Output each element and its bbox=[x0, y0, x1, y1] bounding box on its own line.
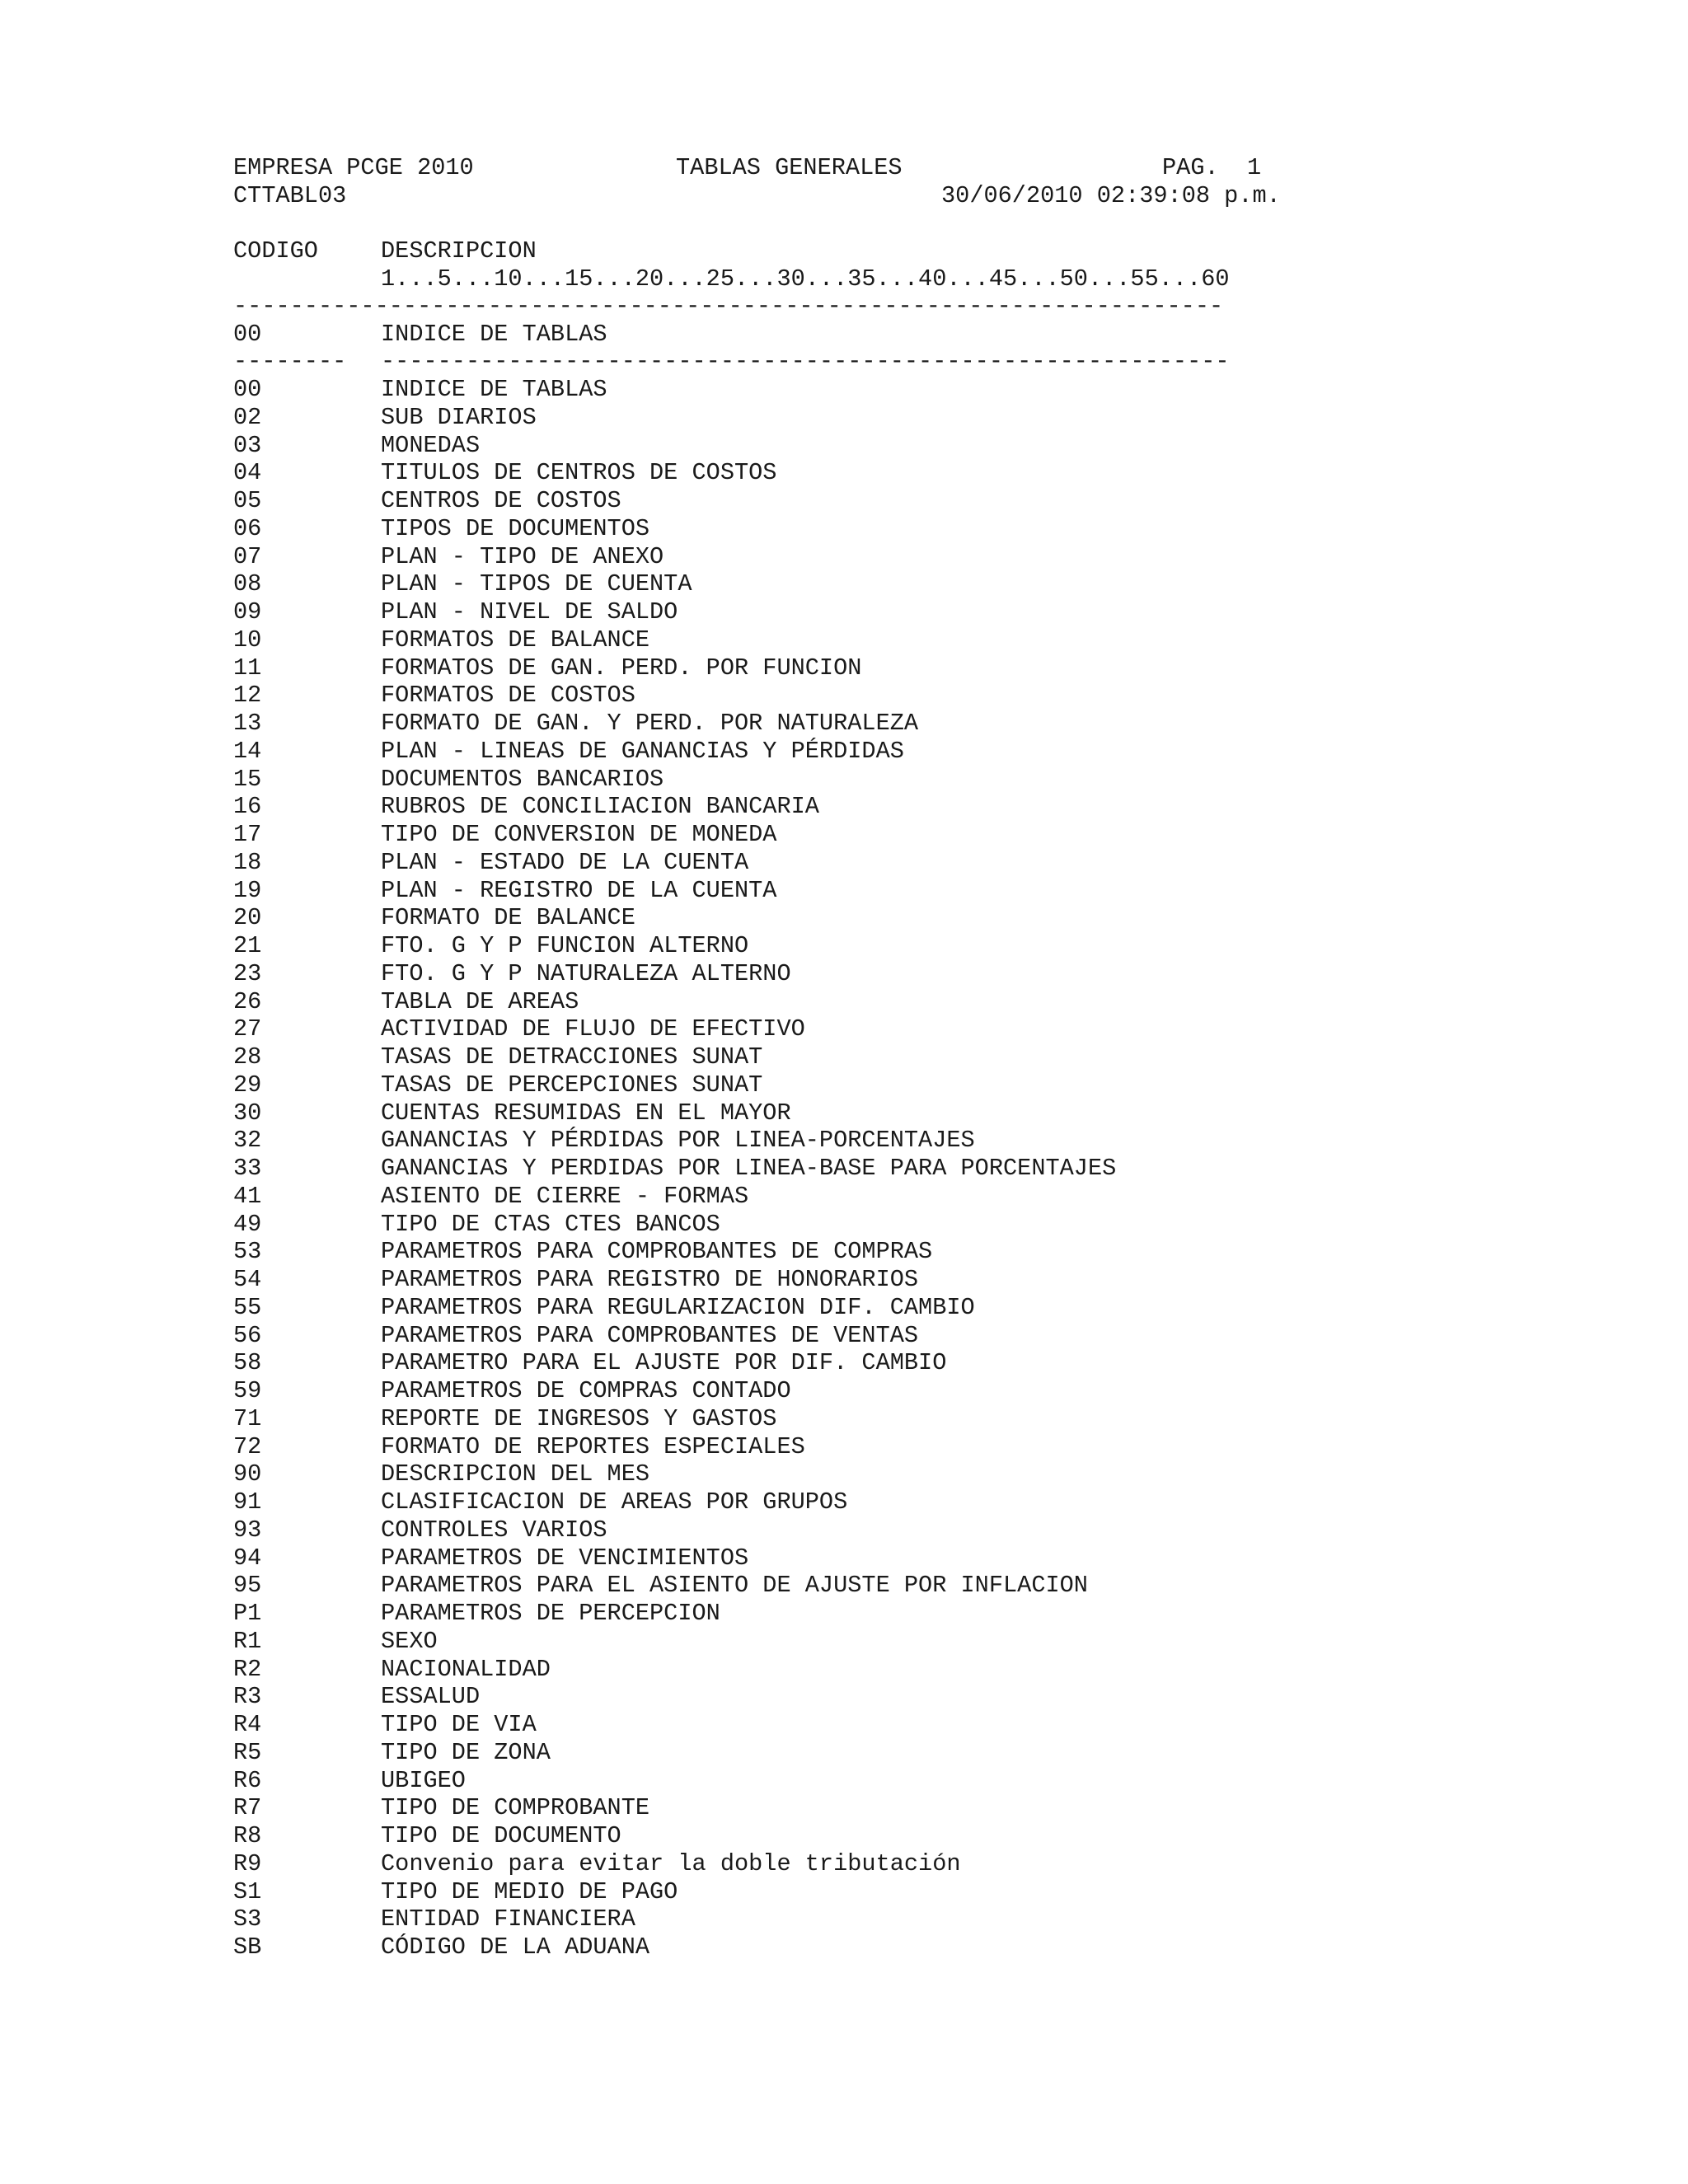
row-description: TIPO DE MEDIO DE PAGO bbox=[381, 1877, 678, 1905]
table-row bbox=[0, 1767, 1688, 1795]
row-description: PLAN - REGISTRO DE LA CUENTA bbox=[381, 876, 777, 904]
row-description: CONTROLES VARIOS bbox=[381, 1516, 607, 1544]
row-code: 41 bbox=[233, 1182, 262, 1210]
row-code: 27 bbox=[233, 1015, 262, 1043]
row-description: PLAN - ESTADO DE LA CUENTA bbox=[381, 848, 749, 876]
table-row bbox=[0, 1099, 1688, 1127]
row-description: GANANCIAS Y PÉRDIDAS POR LINEA-PORCENTAJES bbox=[381, 1127, 975, 1155]
row-code: 12 bbox=[233, 682, 262, 710]
row-code: 17 bbox=[233, 821, 262, 848]
column-header-code: CODIGO bbox=[233, 237, 318, 265]
row-code: R7 bbox=[233, 1794, 262, 1822]
table-row bbox=[0, 459, 1688, 487]
table-row bbox=[0, 1878, 1688, 1906]
row-description: ASIENTO DE CIERRE - FORMAS bbox=[381, 1182, 749, 1210]
row-code: 33 bbox=[233, 1155, 262, 1182]
table-row bbox=[0, 960, 1688, 988]
row-description: NACIONALIDAD bbox=[381, 1655, 551, 1683]
row-description: RUBROS DE CONCILIACION BANCARIA bbox=[381, 793, 819, 821]
row-description: ESSALUD bbox=[381, 1683, 481, 1711]
row-code: 08 bbox=[233, 570, 262, 598]
row-description: ACTIVIDAD DE FLUJO DE EFECTIVO bbox=[381, 1015, 805, 1043]
row-description: TIPO DE ZONA bbox=[381, 1738, 551, 1766]
column-ruler: 1...5...10...15...20...25...30...35...40...45...50...55...60 bbox=[381, 265, 1230, 293]
table-row bbox=[0, 793, 1688, 821]
row-code: 30 bbox=[233, 1099, 262, 1127]
row-code: 02 bbox=[233, 403, 262, 431]
row-code: 20 bbox=[233, 904, 262, 932]
row-description: PARAMETRO PARA EL AJUSTE POR DIF. CAMBIO bbox=[381, 1349, 947, 1377]
row-code: 19 bbox=[233, 876, 262, 904]
row-description: REPORTE DE INGRESOS Y GASTOS bbox=[381, 1404, 777, 1432]
table-row bbox=[0, 1516, 1688, 1544]
table-row bbox=[0, 570, 1688, 598]
table-row bbox=[0, 1266, 1688, 1294]
row-description: PARAMETROS DE PERCEPCION bbox=[381, 1600, 720, 1627]
row-description: ENTIDAD FINANCIERA bbox=[381, 1905, 635, 1933]
row-description: PARAMETROS PARA REGISTRO DE HONORARIOS bbox=[381, 1266, 919, 1293]
row-description: TABLA DE AREAS bbox=[381, 987, 579, 1015]
row-code: 05 bbox=[233, 487, 262, 514]
row-description: SEXO bbox=[381, 1627, 438, 1655]
row-code: 72 bbox=[233, 1432, 262, 1460]
row-code: R8 bbox=[233, 1822, 262, 1849]
row-code: 93 bbox=[233, 1516, 262, 1544]
table-row bbox=[0, 1905, 1688, 1933]
row-code: 55 bbox=[233, 1293, 262, 1321]
row-code: S1 bbox=[233, 1877, 262, 1905]
report-title: TABLAS GENERALES bbox=[676, 154, 903, 181]
row-code: 28 bbox=[233, 1043, 262, 1071]
row-description: FORMATOS DE COSTOS bbox=[381, 682, 635, 710]
row-code: R5 bbox=[233, 1738, 262, 1766]
row-code: 56 bbox=[233, 1321, 262, 1349]
row-description: UBIGEO bbox=[381, 1766, 466, 1794]
row-code: 90 bbox=[233, 1460, 262, 1488]
row-code: 59 bbox=[233, 1377, 262, 1404]
table-row bbox=[0, 1127, 1688, 1155]
table-row bbox=[0, 1544, 1688, 1572]
row-description: Convenio para evitar la doble tributación bbox=[381, 1849, 961, 1877]
row-description: FORMATO DE GAN. Y PERD. POR NATURALEZA bbox=[381, 710, 919, 737]
row-description: TIPO DE CONVERSION DE MONEDA bbox=[381, 821, 777, 848]
row-description: CLASIFICACION DE AREAS POR GRUPOS bbox=[381, 1488, 848, 1516]
row-description: TITULOS DE CENTROS DE COSTOS bbox=[381, 459, 777, 487]
row-description: DOCUMENTOS BANCARIOS bbox=[381, 765, 664, 793]
row-code: R4 bbox=[233, 1711, 262, 1738]
table-row bbox=[0, 1155, 1688, 1183]
row-code: 11 bbox=[233, 654, 262, 682]
table-row bbox=[0, 626, 1688, 654]
row-code: 23 bbox=[233, 959, 262, 987]
table-row bbox=[0, 710, 1688, 738]
row-code: 58 bbox=[233, 1349, 262, 1377]
row-code: 10 bbox=[233, 626, 262, 654]
table-row bbox=[0, 932, 1688, 960]
table-row bbox=[0, 849, 1688, 877]
row-description: TIPO DE VIA bbox=[381, 1711, 537, 1738]
row-code: P1 bbox=[233, 1600, 262, 1627]
row-description: TIPOS DE DOCUMENTOS bbox=[381, 514, 650, 542]
column-header-description: DESCRIPCION bbox=[381, 237, 537, 265]
row-code: 07 bbox=[233, 542, 262, 570]
table-row bbox=[0, 1794, 1688, 1822]
row-code: 00 bbox=[233, 376, 262, 403]
table-row bbox=[0, 487, 1688, 515]
table-row bbox=[0, 1183, 1688, 1211]
row-code: R6 bbox=[233, 1766, 262, 1794]
row-code: 26 bbox=[233, 987, 262, 1015]
table-row bbox=[0, 1377, 1688, 1405]
table-row bbox=[0, 1238, 1688, 1266]
table-row bbox=[0, 432, 1688, 460]
row-code: 54 bbox=[233, 1266, 262, 1293]
row-code: R9 bbox=[233, 1849, 262, 1877]
row-code: S3 bbox=[233, 1905, 262, 1933]
table-row bbox=[0, 1850, 1688, 1878]
row-description: CUENTAS RESUMIDAS EN EL MAYOR bbox=[381, 1099, 791, 1127]
table-row bbox=[0, 1600, 1688, 1628]
row-code: 49 bbox=[233, 1210, 262, 1238]
table-row bbox=[0, 376, 1688, 404]
group-description: INDICE DE TABLAS bbox=[381, 321, 607, 348]
row-description: SUB DIARIOS bbox=[381, 403, 537, 431]
table-row bbox=[0, 1488, 1688, 1516]
page-number: PAG. 1 bbox=[1162, 154, 1262, 181]
row-description: PARAMETROS DE COMPRAS CONTADO bbox=[381, 1377, 791, 1404]
row-description: TIPO DE DOCUMENTO bbox=[381, 1822, 621, 1849]
company-name: EMPRESA PCGE 2010 bbox=[233, 154, 474, 181]
row-description: FORMATO DE REPORTES ESPECIALES bbox=[381, 1432, 805, 1460]
row-code: 21 bbox=[233, 932, 262, 959]
table-row bbox=[0, 1211, 1688, 1239]
table-row bbox=[0, 682, 1688, 710]
table-row bbox=[0, 598, 1688, 626]
row-code: R1 bbox=[233, 1627, 262, 1655]
row-description: GANANCIAS Y PERDIDAS POR LINEA-BASE PARA PORCENTAJES bbox=[381, 1155, 1117, 1182]
table-row bbox=[0, 1656, 1688, 1684]
table-row bbox=[0, 821, 1688, 849]
table-row bbox=[0, 1460, 1688, 1488]
row-code: 14 bbox=[233, 737, 262, 765]
row-description: CÓDIGO DE LA ADUANA bbox=[381, 1933, 650, 1961]
row-code: 18 bbox=[233, 848, 262, 876]
row-description: CENTROS DE COSTOS bbox=[381, 487, 621, 514]
row-code: 13 bbox=[233, 710, 262, 737]
row-description: TASAS DE PERCEPCIONES SUNAT bbox=[381, 1071, 763, 1099]
group-code: 00 bbox=[233, 321, 262, 348]
code-separator: -------- bbox=[233, 348, 347, 375]
row-code: R3 bbox=[233, 1683, 262, 1711]
row-description: PARAMETROS PARA COMPROBANTES DE COMPRAS bbox=[381, 1238, 933, 1266]
table-row bbox=[0, 543, 1688, 571]
table-row bbox=[0, 1628, 1688, 1656]
table-row bbox=[0, 1933, 1688, 1961]
row-code: 04 bbox=[233, 459, 262, 487]
row-code: 29 bbox=[233, 1071, 262, 1099]
table-row bbox=[0, 1071, 1688, 1099]
row-code: 91 bbox=[233, 1488, 262, 1516]
row-code: 09 bbox=[233, 598, 262, 626]
row-description: TASAS DE DETRACCIONES SUNAT bbox=[381, 1043, 763, 1071]
table-row bbox=[0, 1739, 1688, 1767]
row-code: 32 bbox=[233, 1127, 262, 1155]
row-description: PARAMETROS PARA REGULARIZACION DIF. CAMBIO bbox=[381, 1293, 975, 1321]
row-description: FORMATOS DE BALANCE bbox=[381, 626, 650, 654]
table-row bbox=[0, 1433, 1688, 1461]
row-code: 95 bbox=[233, 1572, 262, 1600]
table-row bbox=[0, 1294, 1688, 1322]
row-code: R2 bbox=[233, 1655, 262, 1683]
row-code: 16 bbox=[233, 793, 262, 821]
table-row bbox=[0, 1322, 1688, 1350]
program-id: CTTABL03 bbox=[233, 182, 347, 209]
row-description: PARAMETROS PARA EL ASIENTO DE AJUSTE POR INFLACION bbox=[381, 1572, 1088, 1600]
row-description: MONEDAS bbox=[381, 431, 481, 459]
row-code: 53 bbox=[233, 1238, 262, 1266]
row-description: PLAN - NIVEL DE SALDO bbox=[381, 598, 678, 626]
row-description: PARAMETROS DE VENCIMIENTOS bbox=[381, 1544, 749, 1572]
row-code: SB bbox=[233, 1933, 262, 1961]
row-description: DESCRIPCION DEL MES bbox=[381, 1460, 650, 1488]
row-description: PARAMETROS PARA COMPROBANTES DE VENTAS bbox=[381, 1321, 919, 1349]
table-row bbox=[0, 1043, 1688, 1071]
row-description: TIPO DE COMPROBANTE bbox=[381, 1794, 650, 1822]
row-description: INDICE DE TABLAS bbox=[381, 376, 607, 403]
table-row bbox=[0, 1822, 1688, 1850]
row-code: 94 bbox=[233, 1544, 262, 1572]
description-separator: ------------------------------------------------------------ bbox=[381, 348, 1230, 375]
table-row bbox=[0, 766, 1688, 794]
table-row bbox=[0, 1572, 1688, 1600]
table-row bbox=[0, 904, 1688, 932]
row-code: 71 bbox=[233, 1404, 262, 1432]
table-row bbox=[0, 515, 1688, 543]
row-description: PLAN - TIPOS DE CUENTA bbox=[381, 570, 692, 598]
table-row bbox=[0, 1683, 1688, 1711]
table-row bbox=[0, 1349, 1688, 1377]
table-row bbox=[0, 404, 1688, 432]
row-code: 15 bbox=[233, 765, 262, 793]
row-description: FTO. G Y P FUNCION ALTERNO bbox=[381, 932, 749, 959]
table-row bbox=[0, 1711, 1688, 1739]
report-datetime: 30/06/2010 02:39:08 p.m. bbox=[941, 182, 1281, 209]
table-row bbox=[0, 877, 1688, 905]
table-row bbox=[0, 738, 1688, 766]
row-description: FORMATO DE BALANCE bbox=[381, 904, 635, 932]
row-description: PLAN - TIPO DE ANEXO bbox=[381, 542, 664, 570]
table-row bbox=[0, 1015, 1688, 1043]
row-description: PLAN - LINEAS DE GANANCIAS Y PÉRDIDAS bbox=[381, 737, 904, 765]
row-code: 03 bbox=[233, 431, 262, 459]
header-separator: ---------------------------------------------------------------------- bbox=[233, 293, 1224, 320]
table-row bbox=[0, 654, 1688, 682]
row-description: TIPO DE CTAS CTES BANCOS bbox=[381, 1210, 720, 1238]
row-code: 06 bbox=[233, 514, 262, 542]
row-description: FORMATOS DE GAN. PERD. POR FUNCION bbox=[381, 654, 862, 682]
table-row bbox=[0, 988, 1688, 1016]
table-row bbox=[0, 1405, 1688, 1433]
row-description: FTO. G Y P NATURALEZA ALTERNO bbox=[381, 959, 791, 987]
